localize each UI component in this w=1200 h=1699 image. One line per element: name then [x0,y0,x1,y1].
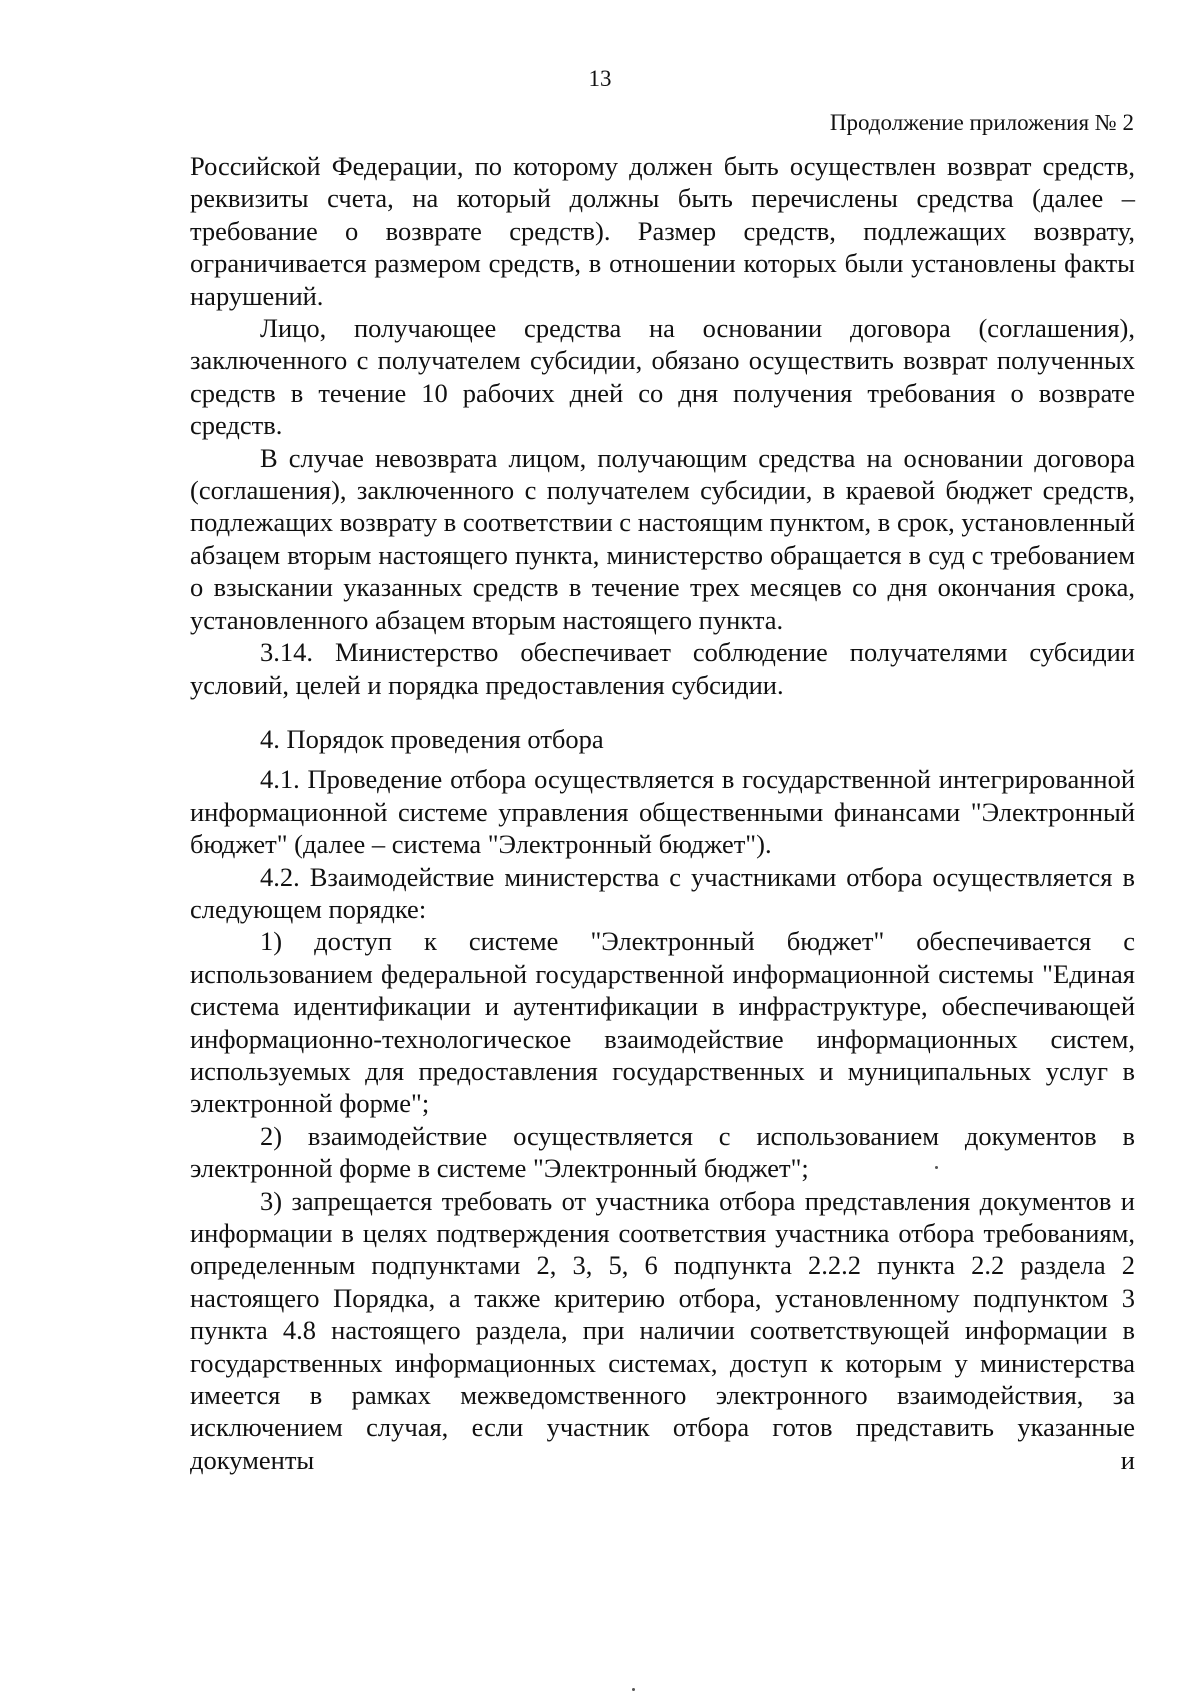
scan-speck [935,1166,938,1169]
page-number: 13 [588,66,612,91]
list-item-1: 1) доступ к системе "Электронный бюджет" обеспечивается с использованием федеральной государственной информационной системы "Единая система идентификации и аутентификации в инфраструктуре, обеспечивающей информационно-технологическое взаимодействие информационных систем, используемых для предоставления государственных и муниципальных услуг в электронной форме"; [190,926,1135,1119]
paragraph-refund-requisites: Российской Федерации, по которому должен быть осуществлен возврат средств, реквизиты счета, на который должны быть перечислены средства (далее – требование о возврате средств). Размер средств, подлежащих возврату, ограничивается размером средств, в отношении которых были установлены факты нарушений. [190,151,1135,311]
document-body [190,150,1135,1476]
paragraph-contract-refund: Лицо, получающее средства на основании договора (соглашения), заключенного с получателем субсидии, обязано осуществить возврат полученных средств в течение 10 рабочих дней со дня получения требования о возврате средств. [190,313,1135,441]
list-item-3: 3) запрещается требовать от участника отбора представления документов и информации в целях подтверждения соответствия участника отбора требованиям, определенным подпунктами 2, 3, 5, 6 подпункта 2.2.2 пункта 2.2 раздела 2 настоящего Порядка, а также критерию отбора, установленному подпунктом 3 пункта 4.8 настоящего раздела, при наличии соответствующей информации в государственных информационных системах, доступ к которым у министерства имеется в рамках межведомственного электронного взаимодействия, за исключением случая, если участник отбора готов представить указанные документы и [190,1185,1135,1475]
paragraph-non-refund-court: В случае невозврата лицом, получающим средства на основании договора (соглашения), заключенного с получателем субсидии, в краевой бюджет средств, подлежащих возврату в соответствии с настоящим пунктом, в срок, установленный абзацем вторым настоящего пункта, министерство обращается в суд с требованием о взыскании указанных средств в течение трех месяцев со дня окончания срока, установленного абзацем вторым настоящего пункта. [190,442,1135,635]
paragraph-4-1: 4.1. Проведение отбора осуществляется в государственной интегрированной информационной системе управления общественными финансами "Электронный бюджет" (далее – система "Электронный бюджет"). [190,764,1135,860]
running-header: Продолжение приложения № 2 [829,110,1134,135]
paragraph-4-2: 4.2. Взаимодействие министерства с участниками отбора осуществляется в следующем порядке: [190,861,1135,924]
scan-speck [632,1688,635,1691]
paragraph-3-14: 3.14. Министерство обеспечивает соблюдение получателями субсидии условий, целей и порядка предоставления субсидии. [190,637,1135,700]
list-item-2: 2) взаимодействие осуществляется с использованием документов в электронной форме в системе "Электронный бюджет"; [190,1120,1135,1184]
section-heading-4: 4. Порядок проведения отбора [260,723,604,754]
